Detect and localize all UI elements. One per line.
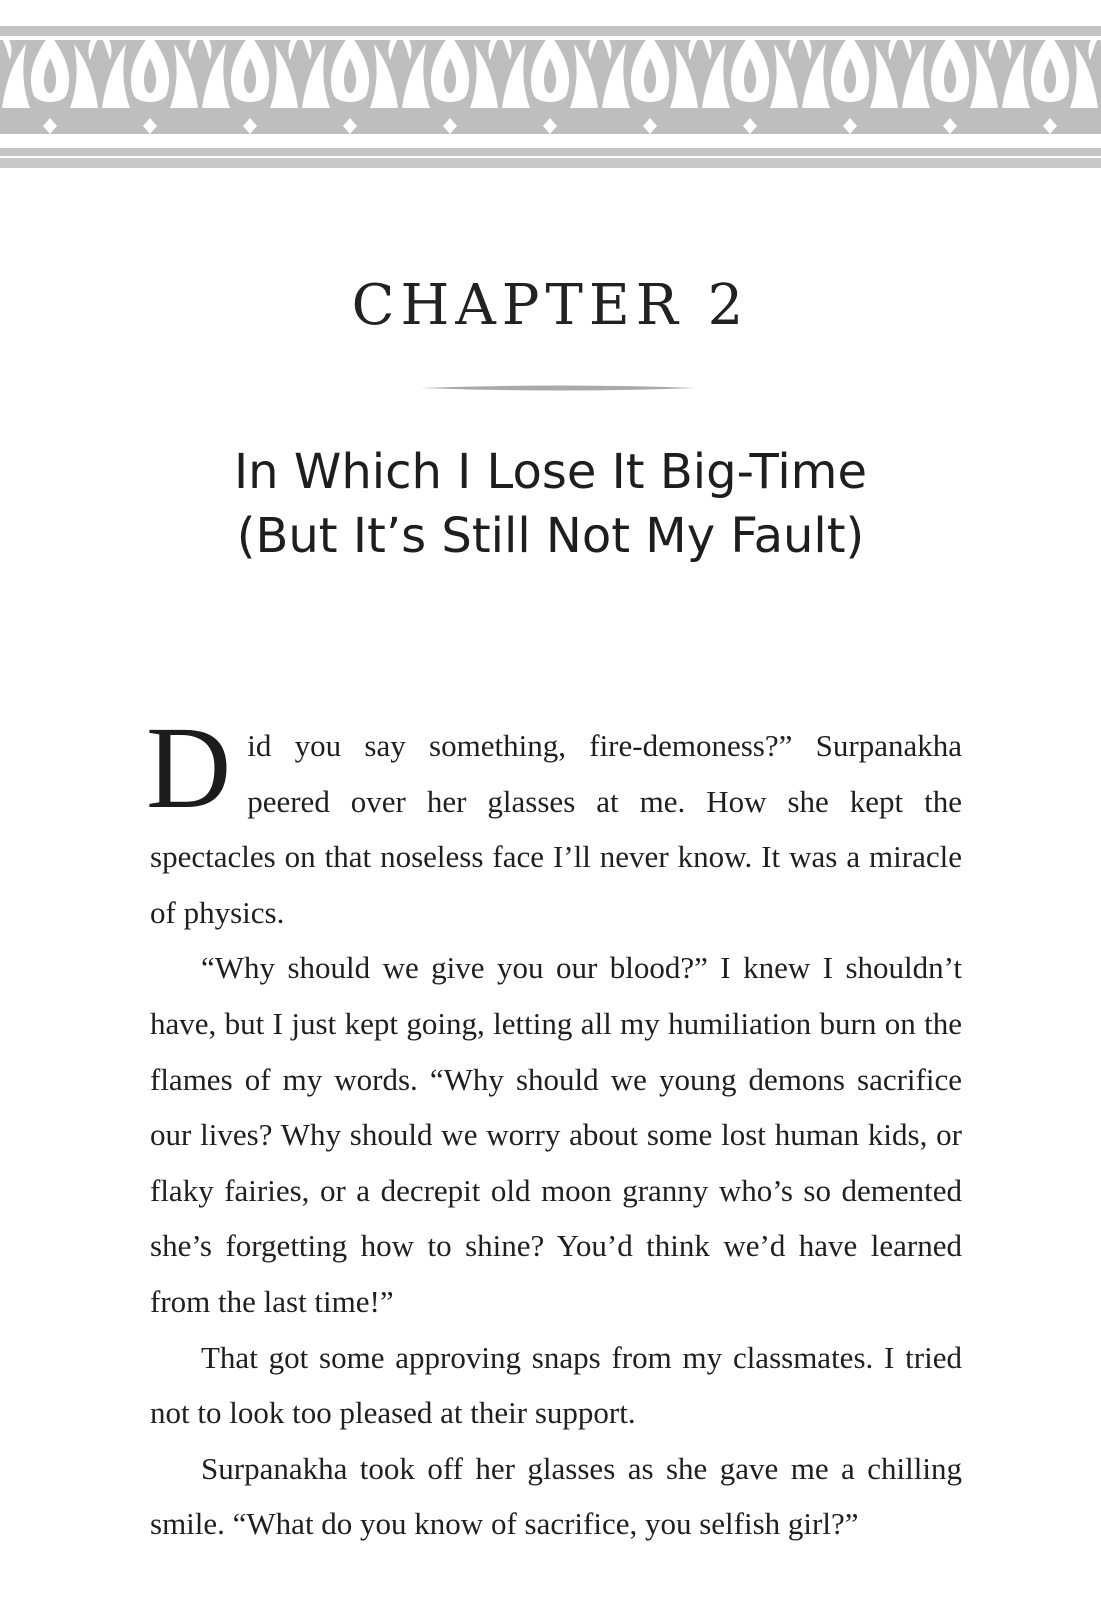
- decorative-border: [0, 0, 1101, 180]
- chapter-body: [146, 688, 962, 1552]
- paragraph-1-text: id you say something, fire-demoness?” Surpanakha peered over her glasses at me. How she kept the spectacles on that noseless face I’ll never know. It was a miracle of physics.: [150, 728, 962, 930]
- chapter-label: CHAPTER 2: [351, 273, 750, 338]
- chapter-title-line-2: (But It’s Still Not My Fault): [236, 508, 865, 564]
- paragraph-2: “Why should we give you our blood?” I knew I shouldn’t have, but I just kept going, letting all my humiliation burn on the flames of my words. “Why should we young demons sacrifice our lives? Why should we worry about some lost human kids, or flaky fairies, or a decrepit old moon granny who’s so demented she’s forgetting how to shine? You’d think we’d have learned from the last time!”: [150, 950, 962, 1319]
- paragraph-3: That got some approving snaps from my classmates. I tried not to look too pleased at their support.: [150, 1339, 962, 1431]
- chapter-title: [0, 440, 1101, 568]
- chapter-divider-icon: [420, 384, 696, 392]
- lotus-border-icon: [0, 0, 1101, 180]
- drop-cap: D: [146, 702, 232, 833]
- chapter-title-line-1: In Which I Lose It Big-Time: [234, 444, 867, 500]
- paragraph-1: [146, 688, 962, 940]
- paragraph-4: Surpanakha took off her glasses as she gave me a chilling smile. “What do you know of sacrifice, you selfish girl?”: [150, 1450, 962, 1542]
